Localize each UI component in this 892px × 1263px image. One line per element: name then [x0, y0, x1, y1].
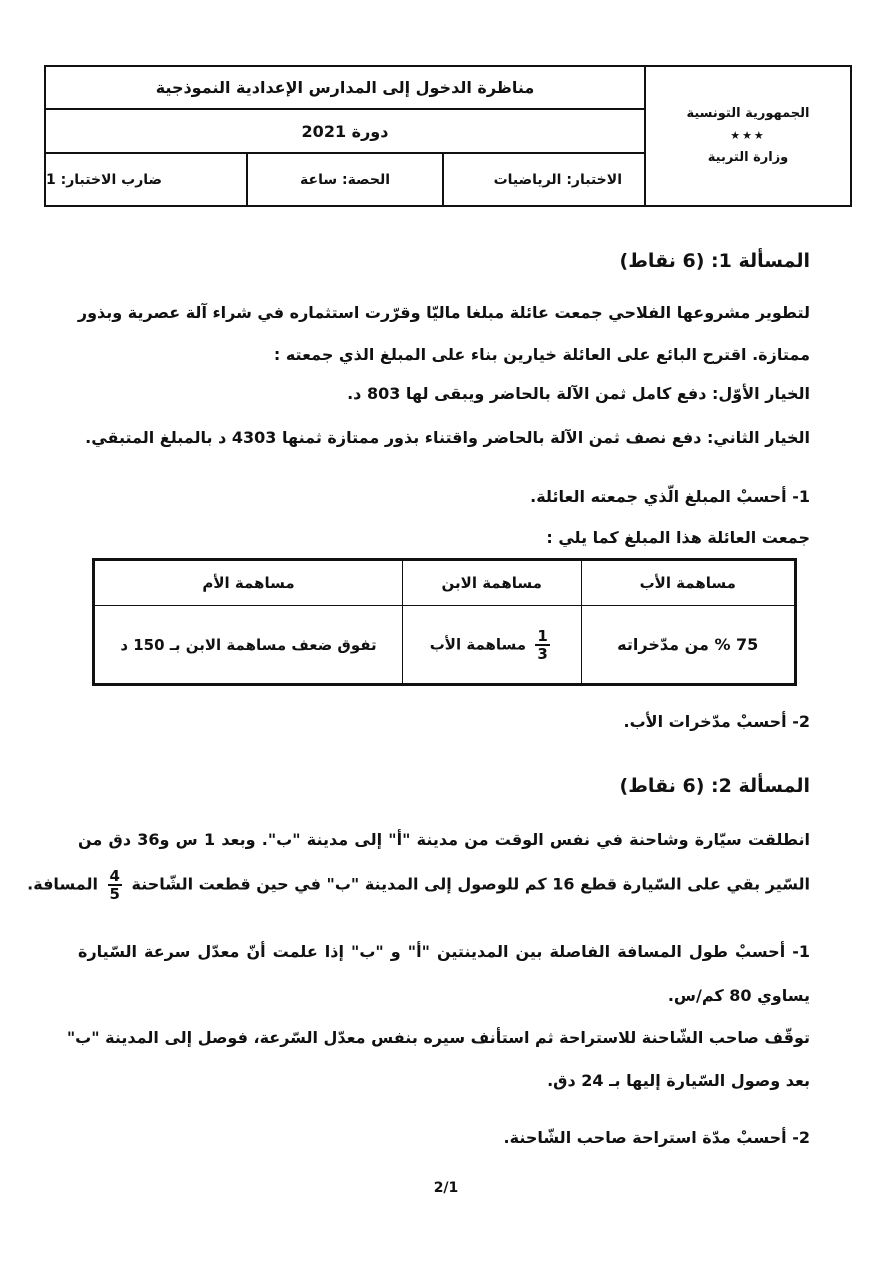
contributions-table	[92, 558, 797, 686]
problem1-intro-line1: لتطوير مشروعها الفلاحي جمعت عائلة مبلغا ماليّا وقرّرت استثماره في شراء آلة عصرية وبذور	[77, 303, 810, 322]
problem1-option1: الخيار الأوّل: دفع كامل ثمن الآلة بالحاضر ويبقى لها 803 د.	[347, 384, 810, 403]
exam-header	[44, 65, 852, 207]
son-fraction-numerator: 1	[537, 626, 548, 645]
problem1-intro-line2: ممتازة. اقترح البائع على العائلة خيارين بناء على المبلغ الذي جمعته :	[273, 345, 810, 364]
exam-details-row	[46, 154, 644, 205]
coefficient-label: ضارب الاختبار: 1	[46, 171, 163, 188]
ministry-label: وزارة التربية	[707, 150, 789, 165]
duration-label: الحصة: ساعة	[246, 154, 444, 205]
problem2-question1-line1: 1- أحسبْ طول المسافة الفاصلة بين المدينتين "أ" و "ب" إذا علمت أنّ معدّل سرعة السّيارة	[78, 942, 810, 961]
problem2-text-line1: توقّف صاحب الشّاحنة للاستراحة ثم استأنف سيره بنفس معدّل السّرعة، فوصل إلى المدينة "ب"	[66, 1028, 810, 1047]
table-row	[95, 606, 795, 684]
contest-title: مناظرة الدخول إلى المدارس الإعدادية النموذجية	[46, 67, 644, 110]
problem2-question2: 2- أحسبْ مدّة استراحة صاحب الشّاحنة.	[503, 1128, 810, 1147]
problem1-question2: 2- أحسبْ مدّخرات الأب.	[623, 712, 810, 731]
problem1-option2: الخيار الثاني: دفع نصف ثمن الآلة بالحاضر واقتناء بذور ممتازة ثمنها 4303 د بالمبلغ المتبقي.	[85, 428, 810, 447]
problem2-intro-line2	[27, 867, 810, 903]
table-header-row	[95, 561, 795, 606]
subject-label: الاختبار: الرياضيات	[493, 171, 622, 188]
cell-son	[403, 606, 582, 684]
session-label: دورة 2021	[46, 110, 644, 154]
son-fraction-denominator: 3	[537, 644, 548, 663]
page-number: 2/1	[433, 1180, 459, 1196]
exam-info-block	[46, 67, 644, 205]
problem2-title: المسألة 2: (6 نقاط)	[619, 775, 810, 797]
stars-mark: ★★★	[730, 129, 766, 142]
header-mother: مساهمة الأم	[95, 561, 403, 606]
header-father: مساهمة الأب	[581, 561, 795, 606]
problem2-question1-line2: يساوي 80 كم/س.	[667, 986, 810, 1005]
son-fraction-text: مساهمة الأب	[429, 635, 527, 653]
cell-mother: تفوق ضعف مساهمة الابن بـ 150 د	[95, 606, 403, 684]
son-fraction	[535, 628, 549, 662]
problem1-question1: 1- أحسبْ المبلغ الّذي جمعته العائلة.	[530, 487, 810, 506]
header-son: مساهمة الابن	[403, 561, 582, 606]
problem2-intro-line2b: المسافة.	[27, 874, 98, 894]
cell-father: 75 % من مدّخراته	[581, 606, 795, 684]
problem1-title: المسألة 1: (6 نقاط)	[619, 250, 810, 272]
problem2-intro-line1: انطلقت سيّارة وشاحنة في نفس الوقت من مدينة "أ" إلى مدينة "ب". وبعد 1 س و36 دق من	[78, 830, 811, 849]
fraction-denominator: 5	[109, 885, 120, 903]
republic-label: الجمهورية التونسية	[686, 106, 810, 121]
problem2-intro-line2a: السّير بقي على السّيارة قطع 16 كم للوصول إلى المدينة "ب" في حين قطعت الشّاحنة	[131, 874, 810, 894]
four-fifths-fraction	[108, 868, 122, 902]
fraction-numerator: 4	[109, 867, 120, 885]
ministry-block	[644, 67, 850, 205]
problem1-table-intro: جمعت العائلة هذا المبلغ كما يلي :	[546, 528, 810, 547]
problem2-text-line2: بعد وصول السّيارة إليها بـ 24 دق.	[547, 1071, 810, 1090]
